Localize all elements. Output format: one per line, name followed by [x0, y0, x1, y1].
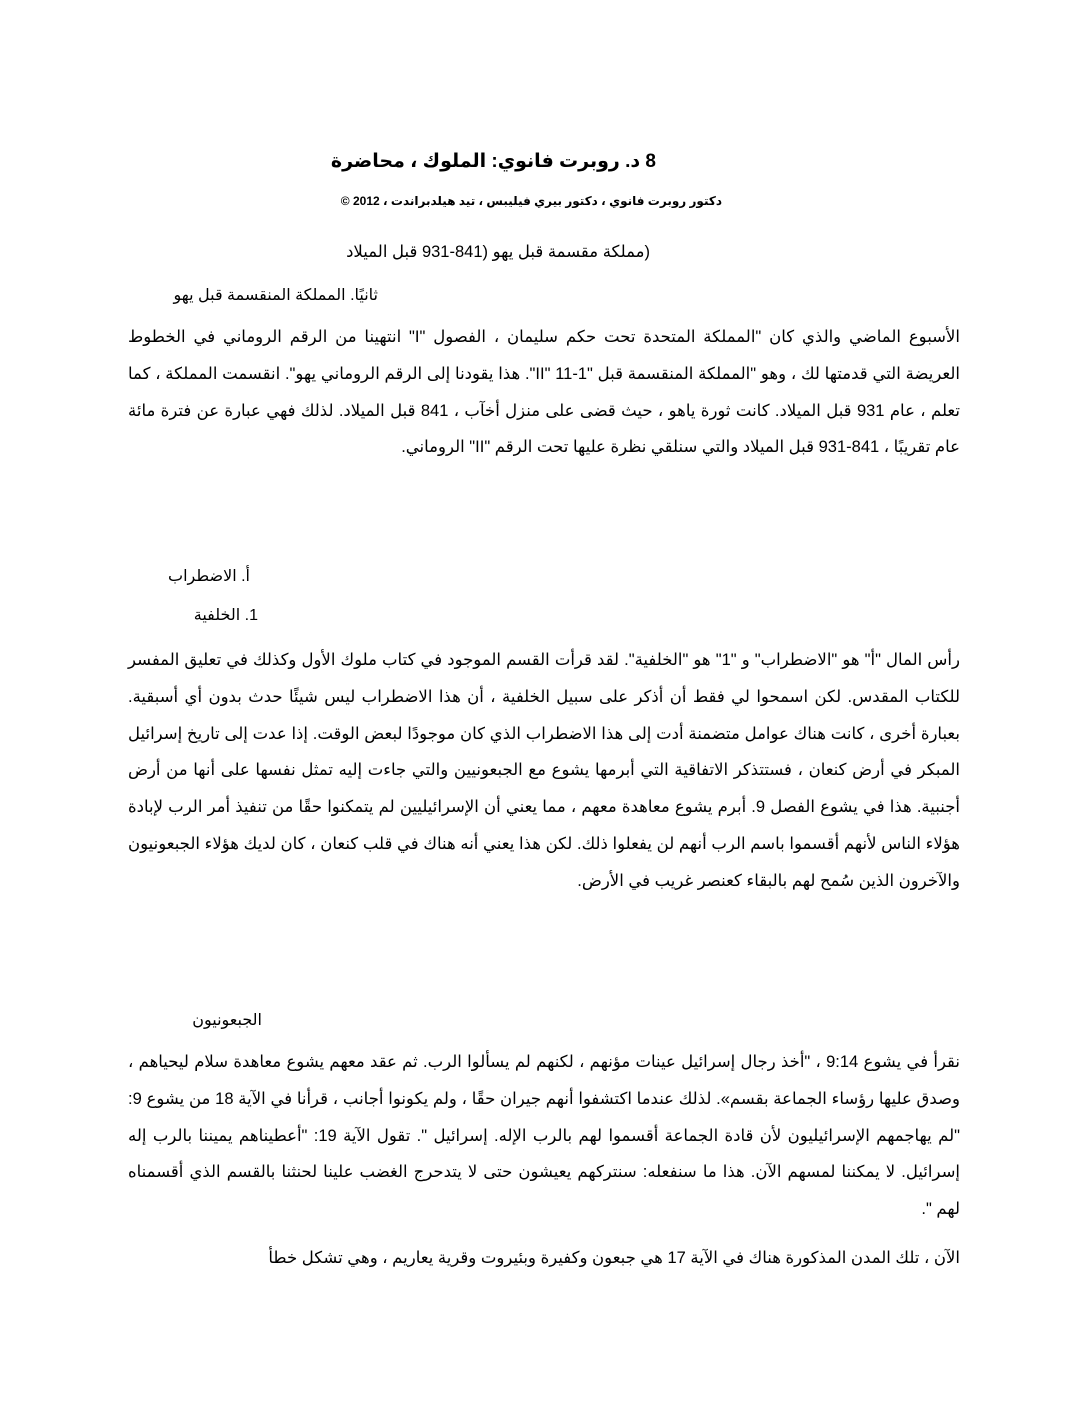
gibeonites-paragraph: نقرأ في يشوع 9:14 ، "أخذ رجال إسرائيل عينات مؤنهم ، لكنهم لم يسألوا الرب. ثم عقد معهم يشوع معاهدة سلام ليحياهم ، وصدق عليها رؤساء الجماعة بقسم». لذلك عندما اكتشفوا أنهم جيران حقًا ، ولم يكونوا أجانب ، قرأنا في الآية 18 من يشوع 9: "لم يهاجمهم الإسرائيليون لأن قادة الجماعة أقسموا لهم بالرب الإله. إسرائيل ". تقول الآية 19: "أعطيناهم يميننا بالرب إله إسرائيل. لا يمكننا لمسهم الآن. هذا ما سنفعله: سنتركهم يعيشون حتى لا يتدحرج الغضب علينا لحنثنا بالقسم الذي أقسمناه لهم ".: [128, 1053, 960, 1219]
subsection-1-heading: 1. الخلفية: [193, 607, 258, 624]
copyright-line: دكتور روبرت فانوي ، دكتور بيري فيليبس ، تيد هيلدبراندت ، 2012 ©: [340, 194, 722, 208]
document-title: 8 د. روبرت فانوي: الملوك ، محاضرة: [330, 151, 656, 172]
gibeonites-heading: الجبعونيون: [192, 1012, 262, 1029]
background-paragraph: رأس المال "أ" هو "الاضطراب" و "1" هو "الخلفية". لقد قرأت القسم الموجود في كتاب ملوك الأول وكذلك في تعليق المفسر للكتاب المقدس. لكن اسمحوا لي فقط أن أذكر على سبيل الخلفية ، أن هذا الاضطراب ليس شيئًا حدث بدون أي أسبقية. بعبارة أخرى ، كانت هناك عوامل متضمنة أدت إلى هذا الاضطراب الذي كان موجودًا لبعض الوقت. إذا عدت إلى تاريخ إسرائيل المبكر في أرض كنعان ، فستتذكر الاتفاقية التي أبرمها يشوع مع الجبعونيين والتي جاءت إليه تمثل نفسها على أنها من أرض أجنبية. هذا في يشوع الفصل 9. أبرم يشوع معاهدة معهم ، مما يعني أن الإسرائيليين لم يتمكنوا حقًا من تنفيذ أمر الرب لإبادة هؤلاء الناس لأنهم أقسموا باسم الرب أنهم لن يفعلوا ذلك. لكن هذا يعني أنه هناك في قلب كنعان ، كان لديك هؤلاء الجبعونيون والآخرون الذين سُمح لهم بالبقاء كعنصر غريب في الأرض.: [128, 651, 960, 890]
subsection-a-heading: أ. الاضطراب: [168, 568, 250, 585]
lecture-title: (مملكة مقسمة قبل يهو (841-931 قبل الميلاد: [346, 243, 650, 261]
final-paragraph-line: الآن ، تلك المدن المذكورة هناك في الآية 17 هي جبعون وكفيرة وبئيروت وقرية يعاريم ، وهي تشكل خطأ: [268, 1249, 960, 1267]
section-heading: ثانيًا. المملكة المنقسمة قبل يهو: [173, 287, 378, 304]
intro-paragraph: الأسبوع الماضي والذي كان "المملكة المتحدة تحت حكم سليمان ، الفصول "I" انتهينا من الرقم الروماني في الخطوط العريضة التي قدمتها لك ، وهو "المملكة المنقسمة قبل "II" 11-1". هذا يقودنا إلى الرقم الروماني يهو". انقسمت المملكة ، كما تعلم ، عام 931 قبل الميلاد. كانت ثورة ياهو ، حيث قضى على منزل أخآب ، 841 قبل الميلاد. لذلك فهي عبارة عن فترة مائة عام تقريبًا ، 841-931 قبل الميلاد والتي سنلقي نظرة عليها تحت الرقم "II" الروماني.: [128, 328, 960, 457]
